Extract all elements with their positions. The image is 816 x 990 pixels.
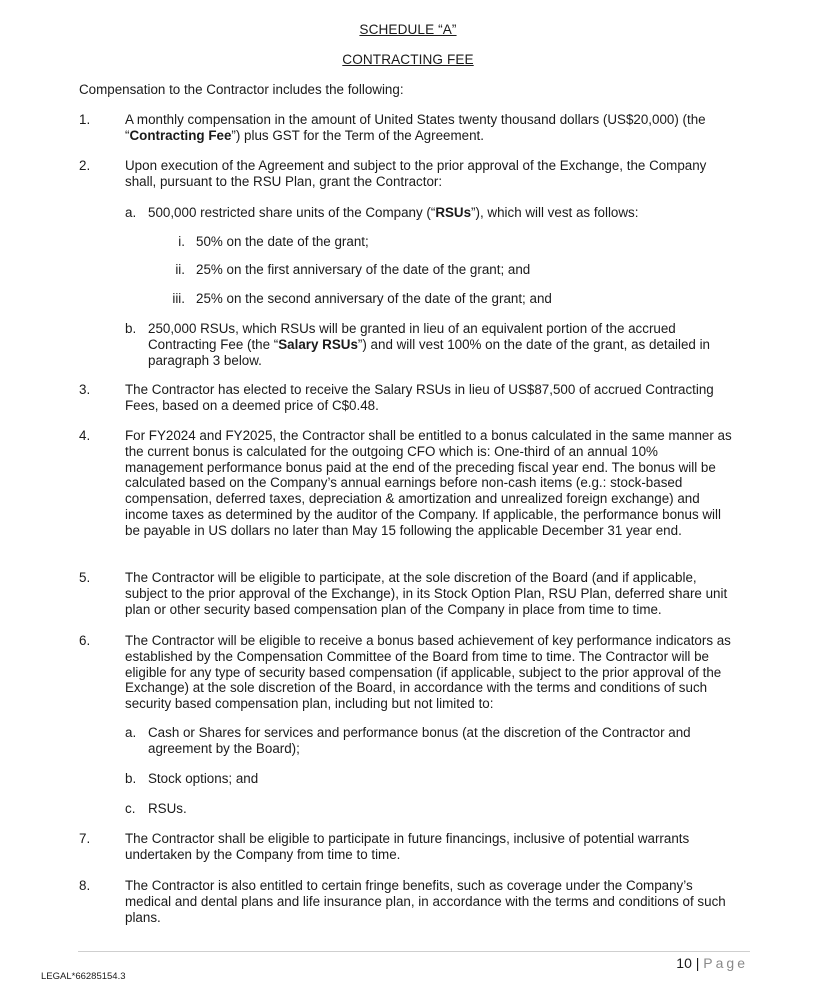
- item-2a-text-post: ”), which will vest as follows:: [471, 205, 639, 220]
- term-contracting-fee: Contracting Fee: [129, 127, 232, 143]
- intro-text: Compensation to the Contractor includes the following:: [79, 82, 404, 97]
- item-2a-i-text: 50% on the date of the grant;: [196, 234, 369, 249]
- item-6c-letter: c.: [125, 801, 136, 816]
- page-number: [676, 955, 748, 971]
- item-2b-text: [148, 321, 738, 368]
- page-number-separator: |: [695, 955, 700, 971]
- item-2-number: 2.: [79, 158, 91, 173]
- item-6a-letter: a.: [125, 725, 137, 740]
- item-6-text: The Contractor will be eligible to receive a bonus based achievement of key performance indicators as established by the Compensation Committee of the Board from time to time. The Contractor will be eligible for any type of security based compensation (if applicable, subject to the prior approval of the Exchange) at the sole discretion of the Board, in accordance with the terms and conditions of such security based compensation plan, including but not limited to:: [125, 633, 731, 712]
- item-1-text-post: ”) plus GST for the Term of the Agreement.: [231, 127, 484, 143]
- term-salary-rsus: Salary RSUs: [278, 336, 358, 352]
- item-1-text: [125, 112, 737, 144]
- item-2b-text-pre: 250,000 RSUs, which RSUs will be granted in lieu of an equivalent portion of the accrued Contracting Fee (the “: [148, 321, 676, 352]
- item-6a-text: Cash or Shares for services and performance bonus (at the discretion of the Contractor and agreement by the Board);: [148, 725, 691, 756]
- item-6b-letter: b.: [125, 771, 137, 786]
- item-1-text-pre: A monthly compensation in the amount of United States twenty thousand dollars (US$20,000) (the “: [125, 112, 706, 143]
- item-1-number: 1.: [79, 112, 91, 127]
- term-rsus: RSUs: [435, 205, 472, 220]
- item-5-text: The Contractor will be eligible to participate, at the sole discretion of the Board (and if applicable, subject to the prior approval of the Exchange), in its Stock Option Plan, RSU Plan, deferred share unit plan or other security based compensation plan of the Company in place from time to time.: [125, 570, 728, 617]
- item-7-number: 7.: [79, 831, 91, 846]
- item-7-text: The Contractor shall be eligible to participate in future financings, inclusive of potential warrants undertaken by the Company from time to time.: [125, 831, 690, 862]
- page-label: Page: [703, 955, 748, 971]
- item-6b-text: Stock options; and: [148, 771, 259, 786]
- item-6c-text: RSUs.: [148, 801, 187, 816]
- item-2a-ii-text: 25% on the first anniversary of the date of the grant; and: [196, 262, 531, 277]
- page-number-value: 10: [676, 955, 692, 971]
- item-8-text: The Contractor is also entitled to certain fringe benefits, such as coverage under the Company’s medical and dental plans and life insurance plan, in accordance with the terms and conditions of such plans.: [125, 878, 726, 925]
- schedule-heading: SCHEDULE “A”: [359, 22, 457, 37]
- item-2b-text-post: ”) and will vest 100% on the date of the grant, as detailed in paragraph 3 below.: [148, 336, 710, 368]
- item-2a-text: [148, 205, 738, 221]
- item-2a-letter: a.: [125, 205, 137, 220]
- item-8-number: 8.: [79, 878, 91, 893]
- item-3-text: The Contractor has elected to receive the Salary RSUs in lieu of US$87,500 of accrued Contracting Fees, based on a deemed price of C$0.48.: [125, 382, 714, 413]
- item-2a-text-pre: 500,000 restricted share units of the Company (“: [148, 205, 436, 220]
- item-4-text: For FY2024 and FY2025, the Contractor shall be entitled to a bonus calculated in the same manner as the current bonus is calculated for the outgoing CFO which is: One-third of an annual 10% management performance bonus paid at the end of the preceding fiscal year end. The bonus will be calculated based on the Company’s annual earnings before non-cash items (e.g.: stock-based compensation, deferred taxes, depreciation & amortization and unrealized foreign exchange) and income taxes as determined by the auditor of the Company. If applicable, the performance bonus will be payable in US dollars no later than May 15 following the applicable December 31 year end.: [125, 428, 732, 538]
- item-2a-ii-number: ii.: [175, 262, 185, 277]
- item-2-text: Upon execution of the Agreement and subject to the prior approval of the Exchange, the Company shall, pursuant to the RSU Plan, grant the Contractor:: [125, 158, 707, 189]
- item-2a-i-number: i.: [178, 234, 185, 249]
- item-2a-iii-text: 25% on the second anniversary of the date of the grant; and: [196, 291, 552, 306]
- item-6-number: 6.: [79, 633, 91, 648]
- legal-reference: LEGAL*66285154.3: [41, 971, 126, 982]
- item-5-number: 5.: [79, 570, 91, 585]
- footer-divider: [78, 951, 750, 952]
- page-title: CONTRACTING FEE: [342, 52, 474, 67]
- item-2b-letter: b.: [125, 321, 137, 336]
- item-3-number: 3.: [79, 382, 91, 397]
- item-4-number: 4.: [79, 428, 91, 443]
- item-2a-iii-number: iii.: [172, 291, 185, 306]
